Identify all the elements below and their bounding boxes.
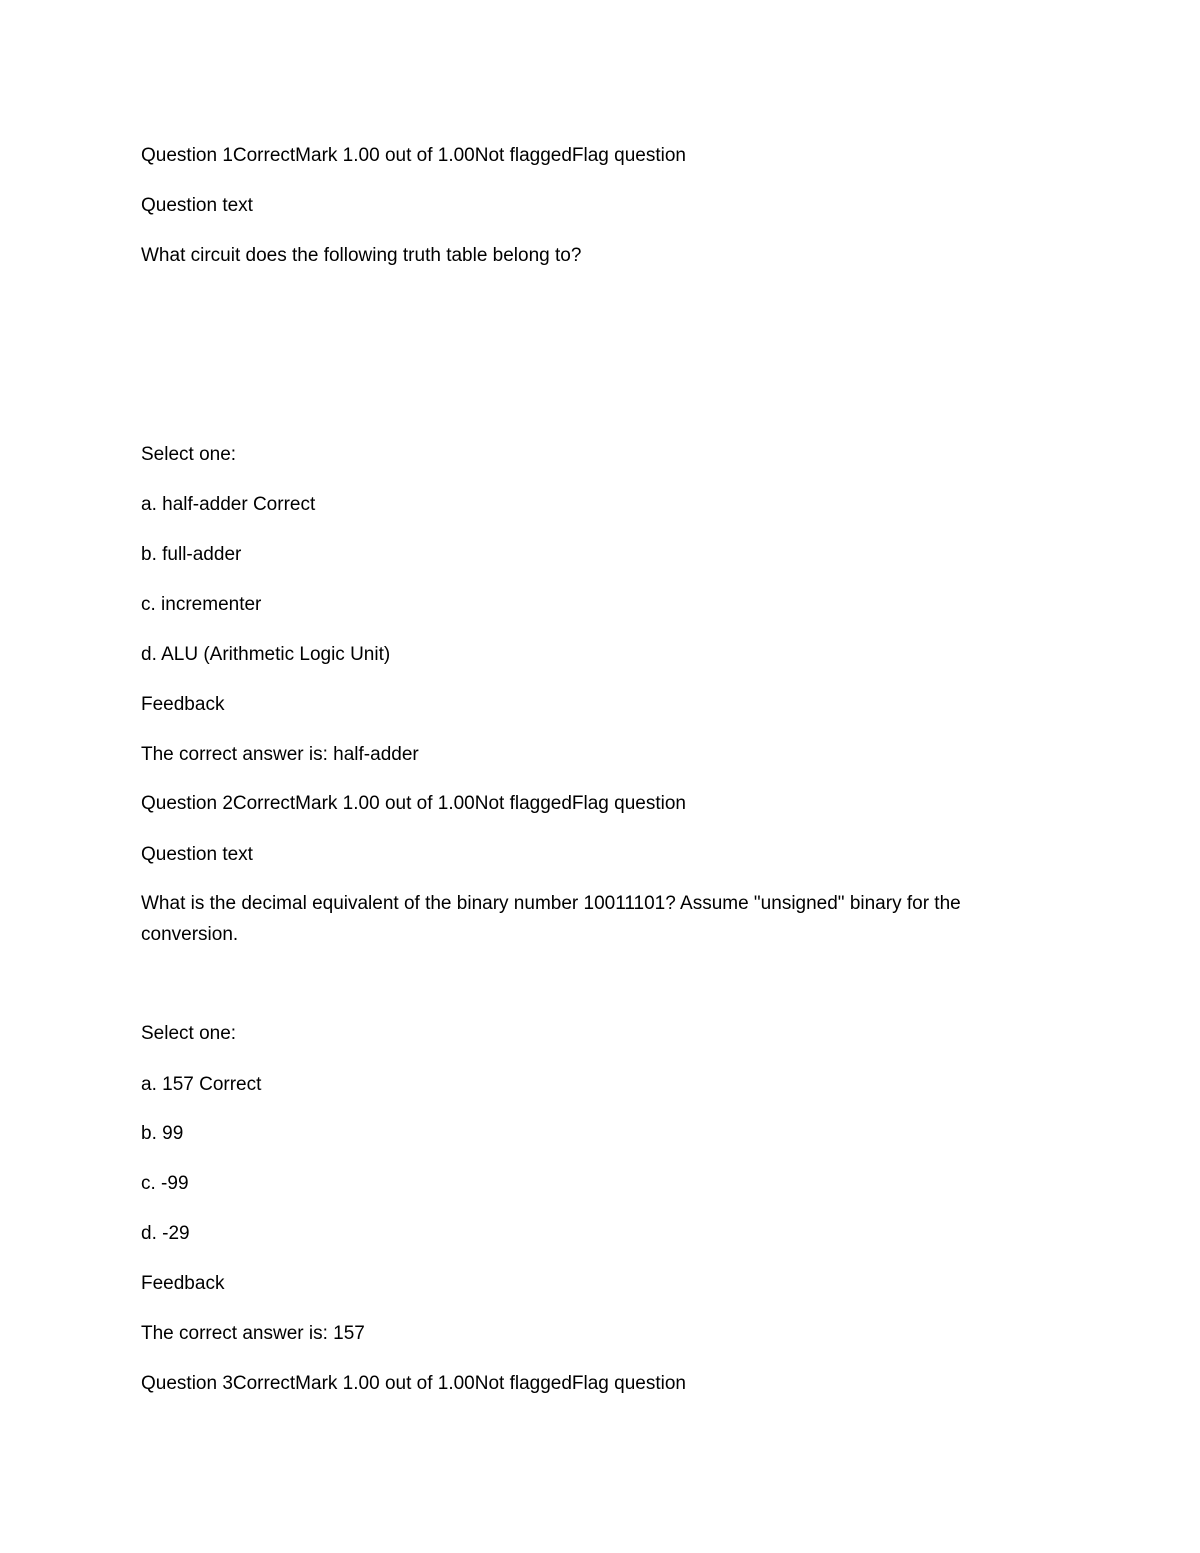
question-1-option-c: c. incrementer [141, 594, 262, 615]
question-2-header: Question 2CorrectMark 1.00 out of 1.00Not flaggedFlag question [141, 793, 686, 814]
question-2-select-prompt: Select one: [141, 1023, 237, 1044]
question-1-label: Question text [141, 195, 253, 216]
question-2-option-d: d. -29 [141, 1223, 190, 1244]
question-2-feedback-label: Feedback [141, 1273, 225, 1294]
question-2-option-a: a. 157 Correct [141, 1074, 262, 1095]
question-2-option-c: c. -99 [141, 1173, 189, 1194]
question-1-select-prompt: Select one: [141, 444, 237, 465]
question-2-text: What is the decimal equivalent of the binary number 10011101? Assume "unsigned" binary for the conversion. [141, 893, 961, 945]
question-1-text: What circuit does the following truth table belong to? [141, 245, 582, 266]
question-1-feedback: The correct answer is: half-adder [141, 744, 419, 765]
question-1-option-d: d. ALU (Arithmetic Logic Unit) [141, 644, 391, 665]
question-2-label: Question text [141, 844, 253, 865]
question-1-option-a: a. half-adder Correct [141, 494, 316, 515]
question-1-header: Question 1CorrectMark 1.00 out of 1.00Not flaggedFlag question [141, 145, 686, 166]
question-2-option-b: b. 99 [141, 1123, 184, 1144]
question-2-feedback: The correct answer is: 157 [141, 1323, 365, 1344]
question-3-header: Question 3CorrectMark 1.00 out of 1.00Not flaggedFlag question [141, 1373, 686, 1394]
question-1-feedback-label: Feedback [141, 694, 225, 715]
question-1-option-b: b. full-adder [141, 544, 242, 565]
